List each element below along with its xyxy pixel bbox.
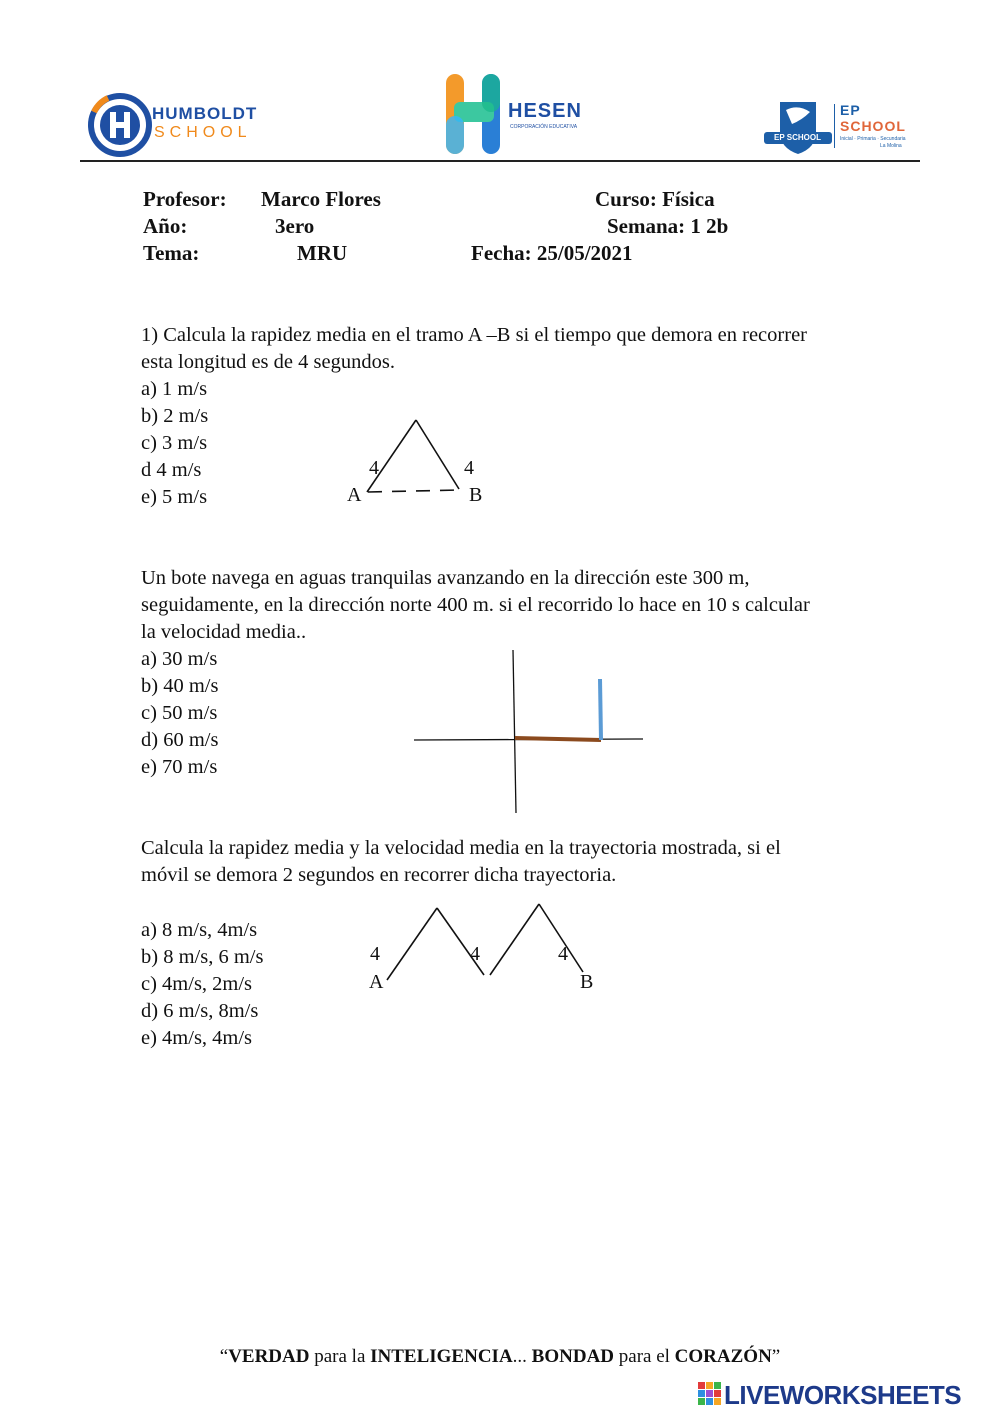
profesor-value: Marco Flores (261, 187, 381, 211)
motto-w2: para la (309, 1346, 371, 1367)
motto-w5: BONDAD (531, 1346, 615, 1367)
anio-value: 3ero (275, 214, 315, 238)
tema-value: MRU (297, 241, 348, 265)
q1-option-e[interactable]: e) 5 m/s (141, 486, 208, 508)
q1-right-side-label: 4 (464, 457, 474, 479)
q2-text-line2: seguidamente, en la dirección norte 400 m. si el recorrido lo hace en 10 s calcular (141, 594, 810, 616)
q2-option-a[interactable]: a) 30 m/s (141, 648, 218, 670)
motto-quote-close: ” (771, 1346, 781, 1367)
motto-w6: para el (614, 1346, 675, 1367)
q1-text-line2: esta longitud es de 4 segundos. (141, 351, 395, 373)
motto-w3: INTELIGENCIA (370, 1346, 513, 1367)
ep-tagline: Inicial · Primaria · Secundaria (840, 136, 906, 142)
footer-motto (0, 1346, 1000, 1368)
hesen-name: HESEN (508, 100, 582, 122)
q3-point-b: B (580, 971, 594, 993)
q2-option-e[interactable]: e) 70 m/s (141, 756, 218, 778)
q1-option-c[interactable]: c) 3 m/s (141, 432, 208, 454)
fecha: Fecha: 25/05/2021 (471, 241, 633, 265)
q3-seg1 (387, 908, 437, 980)
q1-option-a[interactable]: a) 1 m/s (141, 378, 208, 400)
q2-option-b[interactable]: b) 40 m/s (141, 675, 219, 697)
q2-text-line1: Un bote navega en aguas tranquilas avanzando en la dirección este 300 m, (141, 567, 750, 589)
liveworksheets-watermark[interactable] (698, 1380, 998, 1410)
liveworksheets-text: LIVEWORKSHEETS (724, 1380, 962, 1410)
q3-option-a[interactable]: a) 8 m/s, 4m/s (141, 919, 258, 941)
anio-label: Año: (143, 214, 188, 238)
ep-line1: EP (840, 102, 861, 118)
q2-option-d[interactable]: d) 60 m/s (141, 729, 219, 751)
q3-label-seg2: 4 (470, 943, 480, 965)
profesor-label: Profesor: (143, 187, 227, 211)
q1-text-line1: 1) Calcula la rapidez media en el tramo A –B si el tiempo que demora en recorrer (141, 324, 807, 346)
q1-left-side-label: 4 (369, 457, 379, 479)
q3-option-d[interactable]: d) 6 m/s, 8m/s (141, 1000, 259, 1022)
q3-label-seg3: 4 (558, 943, 568, 965)
motto-w1: VERDAD (228, 1346, 310, 1367)
liveworksheets-logo-icon (698, 1382, 722, 1408)
motto-w7: CORAZÓN (674, 1346, 772, 1367)
ep-line2: SCHOOL (840, 118, 906, 134)
q3-point-a: A (369, 971, 384, 993)
q3-option-b[interactable]: b) 8 m/s, 6 m/s (141, 946, 264, 968)
humboldt-line2: SCHOOL (154, 124, 252, 141)
tema-label: Tema: (143, 241, 200, 265)
q3-option-c[interactable]: c) 4m/s, 2m/s (141, 973, 253, 995)
hesen-tagline: CORPORACIÓN EDUCATIVA (510, 124, 578, 130)
q3-label-seg1: 4 (370, 943, 380, 965)
motto-quote-open: “ (219, 1346, 229, 1367)
q3-text-line1: Calcula la rapidez media y la velocidad media en la trayectoria mostrada, si el (141, 837, 781, 859)
humboldt-line1: HUMBOLDT (152, 104, 258, 123)
q2-option-c[interactable]: c) 50 m/s (141, 702, 218, 724)
q1-option-d[interactable]: d 4 m/s (141, 459, 202, 481)
q1-point-b: B (469, 484, 483, 506)
ep-badge-text: EP SCHOOL (774, 133, 821, 142)
curso: Curso: Física (595, 187, 715, 211)
q3-option-e[interactable]: e) 4m/s, 4m/s (141, 1027, 253, 1049)
q2-text-line3: la velocidad media.. (141, 621, 307, 643)
q1-point-a: A (347, 484, 362, 506)
ep-sub: La Molina (880, 143, 902, 149)
motto-w4: ... (512, 1346, 532, 1367)
q1-option-b[interactable]: b) 2 m/s (141, 405, 209, 427)
q3-seg3 (490, 904, 539, 975)
semana: Semana: 1 2b (607, 214, 729, 238)
q3-text-line2: móvil se demora 2 segundos en recorrer dicha trayectoria. (141, 864, 617, 886)
